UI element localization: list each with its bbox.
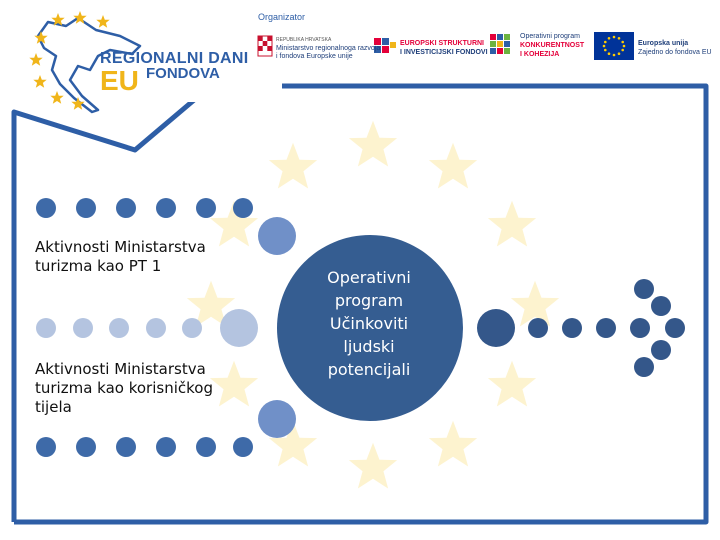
flow-dot bbox=[477, 309, 515, 347]
flow-dot bbox=[146, 318, 166, 338]
star-icon bbox=[349, 443, 397, 489]
event-logo-fondova: FONDOVA bbox=[146, 65, 220, 82]
flow-dot bbox=[528, 318, 548, 338]
star-icon bbox=[33, 75, 46, 88]
flow-dot bbox=[156, 198, 176, 218]
dot-row-middle bbox=[36, 309, 258, 347]
text-pt1: Aktivnosti Ministarstva turizma kao PT 1 bbox=[35, 238, 206, 275]
flow-dot bbox=[76, 198, 96, 218]
sponsor-op-line0: Operativni program bbox=[520, 33, 580, 40]
sponsor-op-line2: I KOHEZIJA bbox=[520, 51, 560, 58]
star-icon bbox=[429, 143, 477, 189]
star-icon bbox=[349, 121, 397, 167]
sponsor-eu-line2: Zajedno do fondova EU bbox=[638, 49, 712, 56]
flow-dot bbox=[634, 279, 654, 299]
flow-dot bbox=[182, 318, 202, 338]
sponsor-op-line1: KONKURENTNOST bbox=[520, 42, 585, 49]
organizer-label: Organizator bbox=[258, 12, 306, 22]
star-icon bbox=[269, 143, 317, 189]
sponsor-esi-line1: EUROPSKI STRUKTURNI bbox=[400, 40, 485, 47]
flow-dot bbox=[196, 437, 216, 457]
sponsor-esi-line2: I INVESTICIJSKI FONDOVI bbox=[400, 49, 488, 56]
arrow-dots bbox=[477, 279, 685, 377]
star-icon bbox=[488, 201, 536, 247]
event-logo-title: REGIONALNI DANI bbox=[100, 50, 249, 67]
dot-row-top bbox=[36, 198, 253, 218]
flow-dot bbox=[220, 309, 258, 347]
flow-dot bbox=[651, 340, 671, 360]
frame-line bbox=[14, 95, 200, 522]
star-icon bbox=[488, 361, 536, 407]
flow-dot bbox=[233, 437, 253, 457]
center-circle-label: Operativni program Učinkoviti ljudski potencijali bbox=[327, 268, 411, 379]
croatian-coat-of-arms-icon bbox=[258, 36, 272, 56]
dot-row-bottom bbox=[36, 437, 253, 457]
star-icon bbox=[29, 53, 42, 66]
flow-dot bbox=[36, 198, 56, 218]
flow-dot bbox=[76, 437, 96, 457]
star-icon bbox=[50, 91, 63, 104]
connector-dot bbox=[258, 400, 296, 438]
flow-dot bbox=[651, 296, 671, 316]
connector-dot bbox=[258, 217, 296, 255]
flow-dot bbox=[156, 437, 176, 457]
flow-dot bbox=[116, 437, 136, 457]
flow-dot bbox=[562, 318, 582, 338]
star-icon bbox=[96, 15, 109, 28]
flow-dot bbox=[109, 318, 129, 338]
star-icon bbox=[429, 421, 477, 467]
text-beneficiary: Aktivnosti Ministarstva turizma kao korisničkog tijela bbox=[35, 360, 213, 416]
flow-dot bbox=[73, 318, 93, 338]
event-logo-eu: EU bbox=[100, 65, 139, 96]
sponsor-ministry-line1: Ministarstvo regionalnoga razvoja bbox=[276, 45, 381, 52]
op-kik-icon bbox=[490, 34, 510, 54]
flow-dot bbox=[630, 318, 650, 338]
flow-dot bbox=[36, 437, 56, 457]
eu-flag-icon bbox=[594, 32, 634, 60]
flow-dot bbox=[36, 318, 56, 338]
sponsor-eu-line1: Europska unija bbox=[638, 40, 689, 47]
flow-dot bbox=[665, 318, 685, 338]
flow-dot bbox=[634, 357, 654, 377]
flow-dot bbox=[233, 198, 253, 218]
sponsor-ministry-line2: i fondova Europske unije bbox=[276, 53, 353, 60]
flow-dot bbox=[196, 198, 216, 218]
flow-dot bbox=[116, 198, 136, 218]
flow-dot bbox=[596, 318, 616, 338]
sponsor-ministry-country: REPUBLIKA HRVATSKA bbox=[276, 37, 332, 43]
